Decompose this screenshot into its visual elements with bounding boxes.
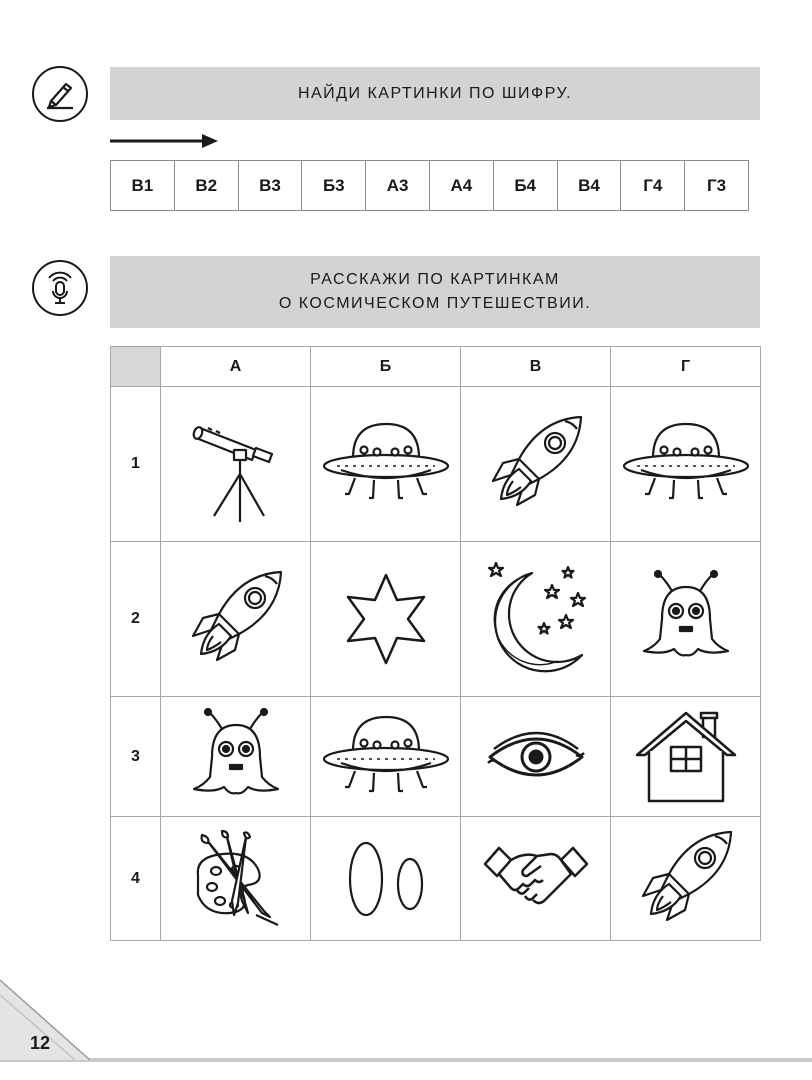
star-icon — [336, 569, 436, 669]
rocket-icon — [631, 824, 741, 934]
rocket-icon — [481, 409, 591, 519]
alien-icon — [186, 707, 286, 807]
picture-cell — [311, 697, 461, 817]
picture-cell — [311, 817, 461, 941]
picture-cell — [161, 542, 311, 697]
direction-arrow — [110, 131, 220, 151]
eye-icon — [486, 727, 586, 787]
picture-cell — [461, 697, 611, 817]
cipher-code-cell: В2 — [174, 161, 238, 211]
task-banner-2 — [110, 256, 760, 328]
ufo-icon — [319, 707, 453, 807]
row-header: 3 — [111, 697, 161, 817]
picture-cell — [461, 542, 611, 697]
task-instruction-1: НАЙДИ КАРТИНКИ ПО ШИФРУ. — [297, 84, 573, 102]
cipher-code-cell: А3 — [366, 161, 430, 211]
task-instruction-2-line1: РАССКАЖИ ПО КАРТИНКАМ — [310, 271, 560, 288]
picture-cell — [611, 542, 761, 697]
rocket-icon — [181, 564, 291, 674]
ufo-icon — [319, 414, 453, 514]
cipher-code-cell: Б4 — [493, 161, 557, 211]
ufo-icon — [619, 414, 753, 514]
row-header: 4 — [111, 817, 161, 941]
cipher-code-cell: А4 — [429, 161, 493, 211]
picture-cell — [611, 817, 761, 941]
handshake-icon — [481, 834, 591, 924]
microphone-icon — [32, 260, 88, 316]
column-header: В — [461, 347, 611, 387]
picture-cell — [611, 697, 761, 817]
cipher-code-cell: Г4 — [621, 161, 685, 211]
row-header: 1 — [111, 387, 161, 542]
cipher-code-table — [110, 160, 749, 211]
cipher-code-cell: В3 — [238, 161, 302, 211]
picture-cell — [611, 387, 761, 542]
picture-cell — [311, 542, 461, 697]
cipher-code-cell: Г3 — [685, 161, 749, 211]
cipher-code-cell: В4 — [557, 161, 621, 211]
picture-grid — [110, 346, 761, 941]
page-number: 12 — [30, 1033, 51, 1053]
telescope-icon — [186, 404, 286, 524]
house-icon — [631, 707, 741, 807]
column-header: Б — [311, 347, 461, 387]
cipher-code-cell: В1 — [111, 161, 175, 211]
egg-ovals-icon — [336, 834, 436, 924]
cipher-code-cell: Б3 — [302, 161, 366, 211]
row-header: 2 — [111, 542, 161, 697]
grid-corner — [111, 347, 161, 387]
picture-cell — [161, 697, 311, 817]
picture-cell — [161, 387, 311, 542]
palette-icon — [186, 829, 286, 929]
task-instruction-2-line2: О КОСМИЧЕСКОМ ПУТЕШЕСТВИИ. — [278, 295, 592, 312]
picture-cell — [461, 817, 611, 941]
footer-line — [0, 1058, 812, 1062]
task-banner-1 — [110, 67, 760, 120]
column-header: Г — [611, 347, 761, 387]
moon-stars-icon — [476, 559, 596, 679]
column-header: А — [161, 347, 311, 387]
picture-cell — [311, 387, 461, 542]
pencil-icon — [32, 66, 88, 122]
picture-cell — [161, 817, 311, 941]
picture-cell — [461, 387, 611, 542]
alien-icon — [636, 569, 736, 669]
